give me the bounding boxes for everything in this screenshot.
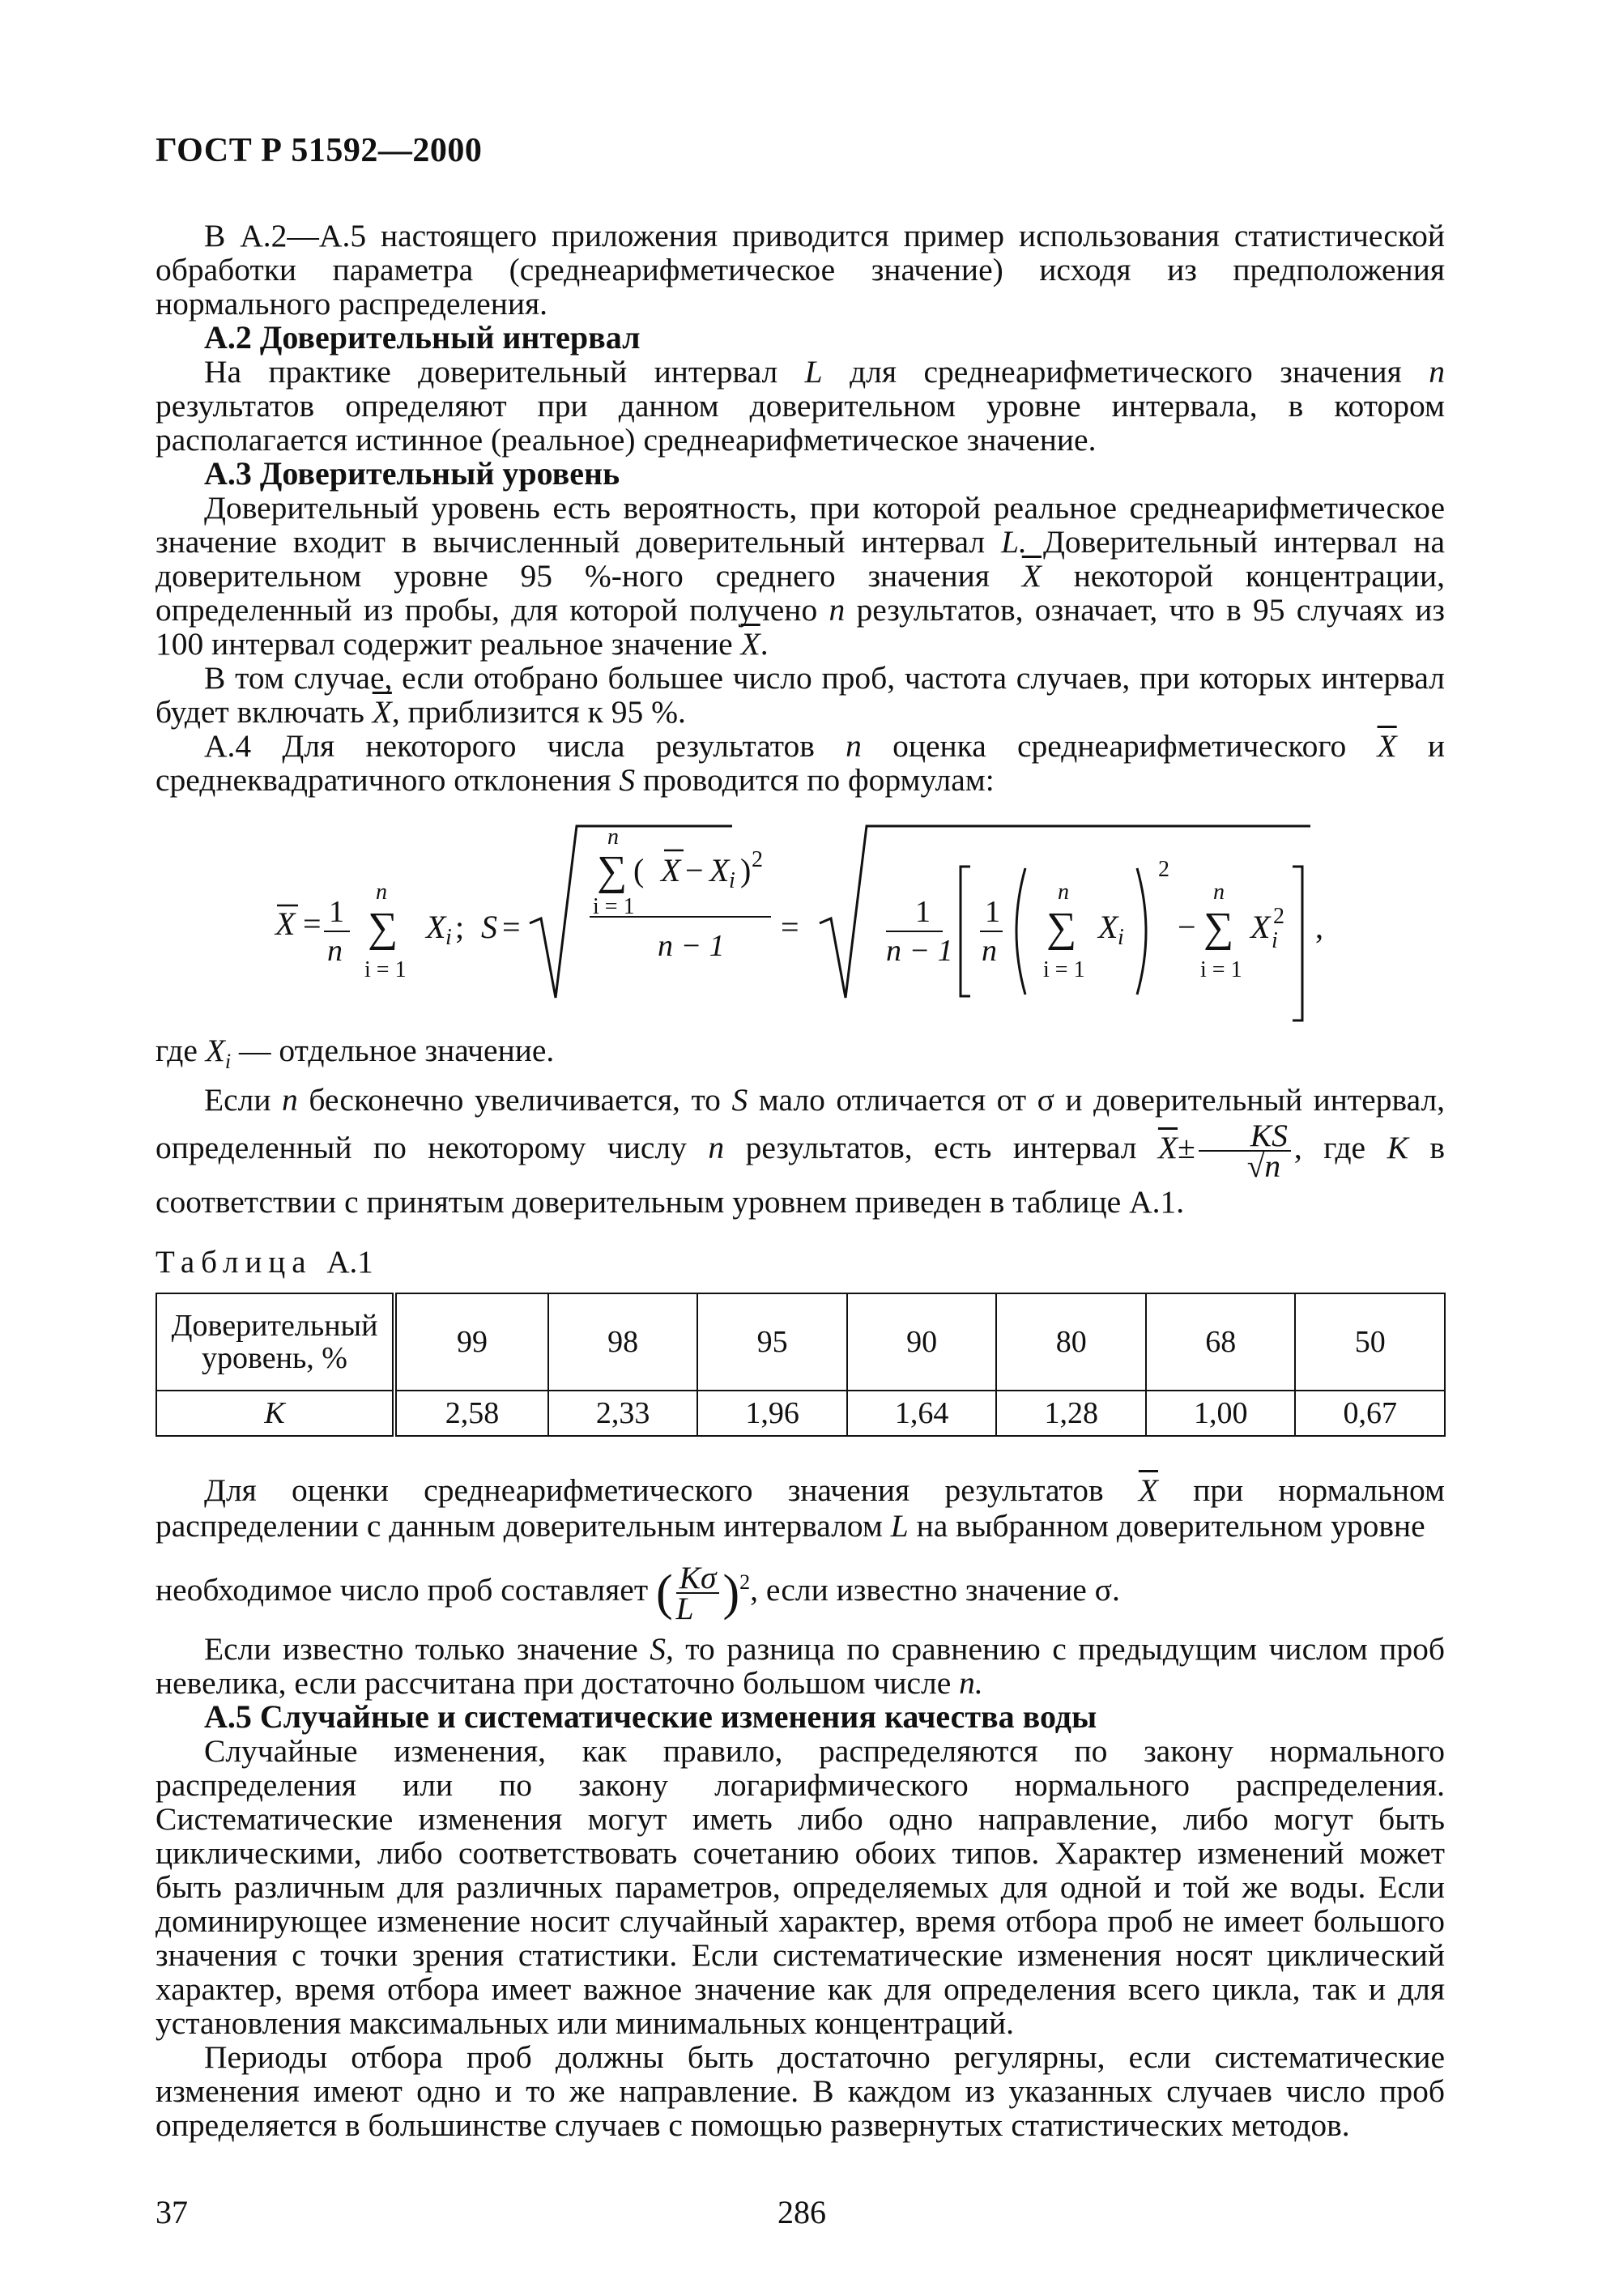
text-block-top: [155, 219, 1445, 797]
svg-text:,: ,: [1315, 909, 1323, 945]
text-block-after-formula: [155, 1033, 1445, 1223]
svg-text:X: X: [1098, 909, 1118, 945]
svg-text:X: X: [1250, 909, 1271, 945]
section-a5-title: А.5 Случайные и систематические изменения качества воды: [204, 1698, 1097, 1736]
svg-text:n: n: [607, 824, 619, 850]
section-a3-paragraph-2: В том случае, если отобрано большее число проб, частота случаев, при которых интервал будет включать $\overline{X}$, приблизится к 95 %.: [155, 660, 1445, 730]
svg-text:): ): [740, 852, 752, 888]
svg-text:n: n: [982, 934, 997, 968]
table-cell: 1,28: [996, 1391, 1146, 1436]
document-header: ГОСТ Р 51592—2000: [155, 132, 483, 169]
section-a3-title: А.3 Доверительный уровень: [204, 455, 620, 492]
svg-text:n − 1: n − 1: [886, 934, 953, 968]
text-block-bottom: [155, 1472, 1445, 2142]
table-cell: 2,58: [394, 1391, 548, 1436]
table-cell: 99: [394, 1293, 548, 1391]
svg-text:i = 1: i = 1: [1200, 957, 1242, 982]
table-row: [156, 1293, 1445, 1391]
sample-count-paragraph: Для оценки среднеарифметического значения результатов $\overline{X}$ при нормальном распределении с данным доверительным интервалом L на выбранном доверительном уровне: [155, 1472, 1445, 1544]
svg-text:X: X: [275, 905, 296, 942]
svg-text:1: 1: [985, 895, 1000, 929]
table-cell: 90: [847, 1293, 997, 1391]
table-cell: 1,64: [847, 1391, 997, 1436]
svg-text:n: n: [327, 934, 343, 968]
table-cell: 80: [996, 1293, 1146, 1391]
svg-text:−: −: [685, 852, 704, 888]
svg-text:2: 2: [752, 847, 763, 872]
svg-text:i: i: [1272, 928, 1278, 953]
svg-text:∑: ∑: [368, 905, 398, 951]
table-cell: 68: [1146, 1293, 1296, 1391]
ks-over-sqrt-n: $\frac{KS}{√n}$: [1199, 1121, 1291, 1181]
xi-definition: где $X_i$ — отдельное значение.: [155, 1033, 555, 1073]
svg-text:X: X: [426, 909, 446, 945]
table-caption: Таблица А.1: [155, 1245, 373, 1280]
section-a5-paragraph-1: Случайные изменения, как правило, распределяются по закону нормального распределения или по закону логарифмического нормального распределения. Систематические изменения могут иметь либо одно направление, либо могут быть циклическими, либо соответствовать сочетанию обоих типов. Характер изменений может быть различным для различных параметров, определяемых для одной и той же воды. Если доминирующее изменение носит случайный характер, время отбора проб не имеет большого значения с точки зрения статистики. Если систематические изменения носят циклический характер, время отбора имеет важное значение как для определения всего цикла, так и для установления максимальных или минимальных концентраций.: [155, 1733, 1445, 2042]
svg-text:∑: ∑: [1203, 905, 1234, 951]
svg-text:n: n: [1213, 880, 1225, 905]
svg-text:i: i: [1118, 925, 1124, 950]
section-a4-paragraph: А.4 Для некоторого числа результатов n оценка среднеарифметического $\overline{X}$ и среднеквадратичного отклонения S проводится по формулам:: [155, 728, 1446, 798]
svg-text:i: i: [445, 925, 452, 950]
table-cell: 95: [697, 1293, 847, 1391]
table-cell: 0,67: [1295, 1391, 1445, 1436]
svg-text:S: S: [481, 909, 497, 945]
svg-text:=: =: [502, 909, 521, 945]
section-a2-paragraph: На практике доверительный интервал L для среднеарифметического значения n результатов определяют при данном доверительном уровне интервала, в котором располагается истинное (реальное) среднеарифметическое значение.: [155, 354, 1445, 458]
svg-text:−: −: [1178, 909, 1196, 945]
svg-text:X: X: [709, 852, 730, 888]
svg-text:∑: ∑: [597, 848, 628, 894]
table-cell: 1,96: [697, 1391, 847, 1436]
svg-text:i = 1: i = 1: [364, 957, 407, 982]
s-known-paragraph: Если известно только значение S, то разница по сравнению с предыдущим числом проб невелика, если рассчитана при достаточно большом числе n.: [155, 1631, 1445, 1702]
svg-text:i: i: [729, 868, 735, 893]
svg-text:∑: ∑: [1046, 905, 1077, 951]
svg-text:(: (: [633, 852, 645, 888]
svg-text:1: 1: [915, 895, 931, 929]
footer-page-number: 286: [777, 2194, 826, 2230]
table-row-header: Доверительный уровень, %: [156, 1293, 394, 1391]
section-a5-paragraph-2: Периоды отбора проб должны быть достаточно регулярны, если систематические изменения имеют одно и то же направление. В каждом из указанных случаев число проб определяется в большинстве случаев с помощью развернутых статистических методов.: [155, 2039, 1445, 2144]
table-cell: 50: [1295, 1293, 1445, 1391]
svg-text:n − 1: n − 1: [658, 929, 725, 963]
svg-text:=: =: [303, 905, 322, 942]
table-row: [156, 1391, 1445, 1436]
svg-text:i = 1: i = 1: [1043, 957, 1085, 982]
svg-text:2: 2: [1158, 857, 1169, 882]
svg-text:2: 2: [1273, 904, 1284, 929]
svg-text:=: =: [781, 909, 799, 945]
svg-text:n: n: [376, 880, 387, 905]
footer-page-left: 37: [155, 2194, 188, 2230]
svg-text:n: n: [1058, 880, 1069, 905]
section-a3-paragraph-1: Доверительный уровень есть вероятность, при которой реальное среднеарифметическое значение входит в вычисленный доверительный интервал L. Доверительный интервал на доверительном уровне 95 %-ного среднего значения $\overline{X}$ некоторой концентрации, определенный из пробы, для которой получено n результатов, означает, что в 95 случаях из 100 интервал содержит реальное значение $\overline{X}$.: [155, 490, 1446, 662]
table-cell: 2,33: [548, 1391, 698, 1436]
section-a2-title: А.2 Доверительный интервал: [204, 319, 641, 356]
table-cell: 98: [548, 1293, 698, 1391]
confidence-table: [155, 1293, 1446, 1437]
sample-count-formula-line: необходимое число проб составляет ( $\frac{K\sigma}{L}$ )$^2$, если известно значение σ.: [155, 1560, 1120, 1627]
interval-paragraph: Если n бесконечно увеличивается, то S мало отличается от σ и доверительный интервал, определенный по некоторому числу n результатов, есть интервал $\overline{X}\pm$ $\frac{KS}{√n}$ , где K в соответствии с принятым доверительным уровнем приведен в таблице А.1.: [155, 1081, 1446, 1220]
svg-text:1: 1: [329, 895, 344, 929]
table-row-header: K: [156, 1391, 394, 1436]
svg-text:;: ;: [455, 909, 465, 945]
table-cell: 1,00: [1146, 1391, 1296, 1436]
svg-text:X: X: [661, 852, 681, 888]
mean-and-std-formula: [155, 818, 1445, 1037]
intro-paragraph: В А.2—А.5 настоящего приложения приводится пример использования статистической обработки параметра (среднеарифметическое значение) исходя из предположения нормального распределения.: [155, 218, 1445, 322]
svg-text:i = 1: i = 1: [593, 894, 635, 919]
